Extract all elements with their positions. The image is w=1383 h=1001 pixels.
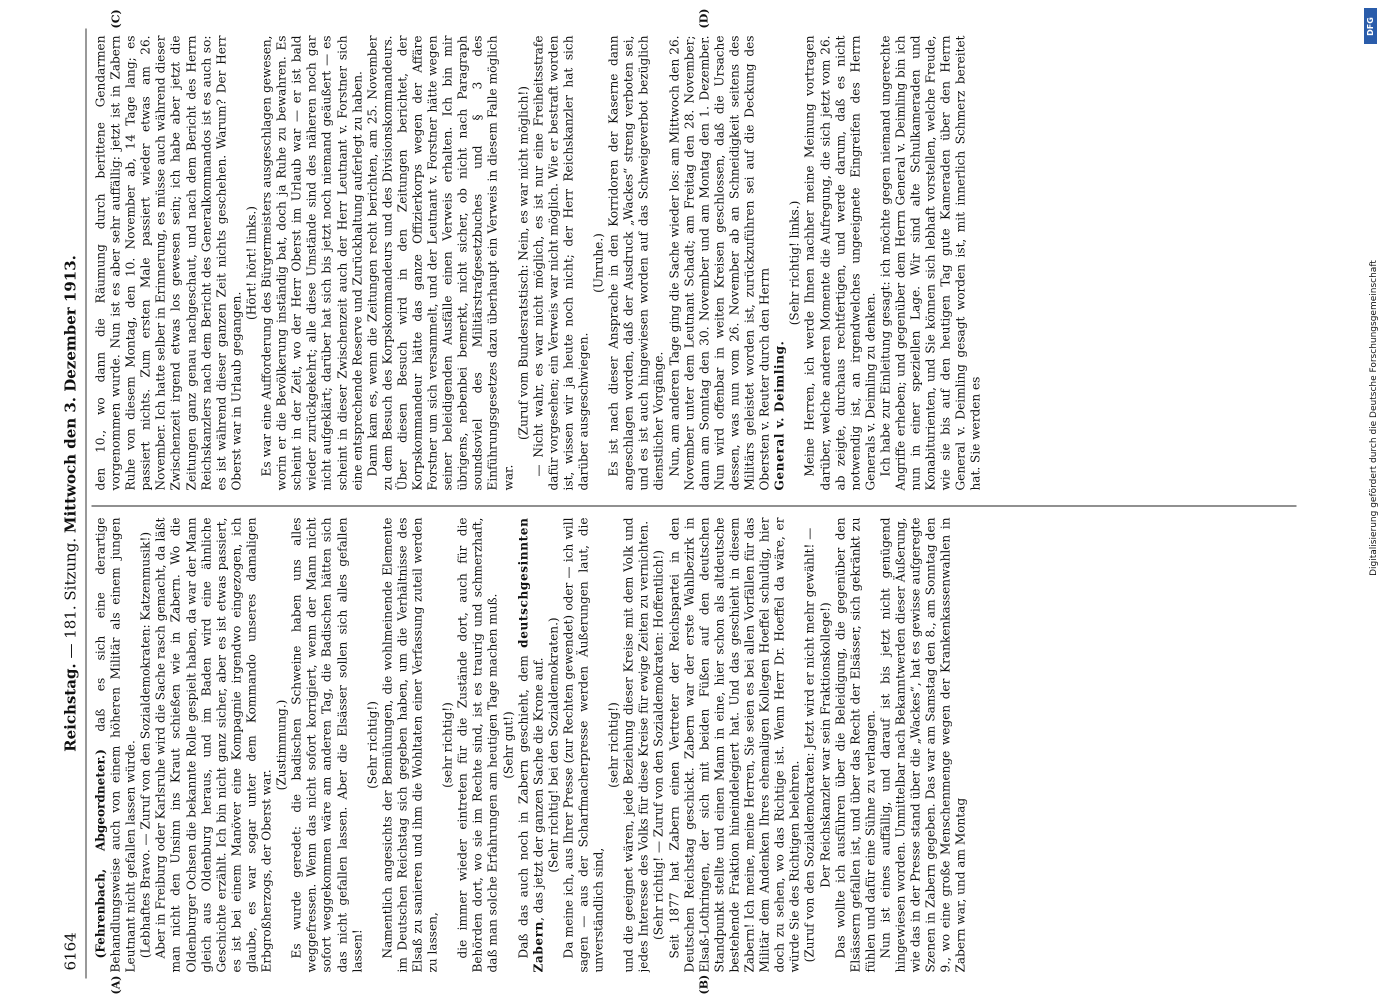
interjection-text: (Zuruf von den Sozialdemokraten: Jetzt wird er nicht mehr gewählt! — Der Reichskanzler war sein Fraktionskollege!) [802,527,832,963]
paragraph [667,36,773,491]
interjection [365,518,380,973]
paragraph-text: und die geeignet wären, jede Beziehung dieser Kreise mit dem Volk und jedes Interesse des Volks für diese Kreise für ewige Zeiten zu vernichten. [621,517,651,973]
session-label: — 181. Sitzung. [61,537,80,659]
digitization-credit: Digitalisierung gefördert durch die Deutsche Forschungsgemeinschaft [1369,260,1379,576]
paragraph [380,518,440,973]
margin-mark-b: (B) [697,974,711,995]
paragraph-text: Es ist nach dieser Ansprache in den Korridoren der Kaserne dann angeschlagen worden, daß der Ausdruck „Wackes“ streng verboten sei, und es ist auch hingewiesen worden auf das Schweigeverbot bezüglich dienstlicher Vorgänge. [606,35,666,491]
paragraph-text: Namentlich angesichts der Bemühungen, die wohlmeinende Elemente im Deutschen Reichstag sich gegeben haben, um die Verhältnisse des Elsaß zu sanieren und ihm die Wohltaten einer Verfassung zuteil werden zu lassen, [380,517,440,973]
column-divider [92,506,1297,507]
interjection-text: (Sehr richtig! links.) [787,200,802,326]
margin-mark-a: (A) [109,975,123,995]
paragraph-text: Ich habe zur Einleitung gesagt: ich möchte gegen niemand ungerechte Angriffe erheben; und gegenüber dem Herrn General v. Deimling bin ich nun in einer speziellen Lage. Wir sind alte Schulkameraden und Konabiturienten, und Sie können sich lebhaft vorstellen, welche Freude, wie sie bis auf den heutigen Tag gute Kameraden über den Herrn General v. Deimling gesagt worden ist, mit innerlich Schmerz bereitet hat. Sie werden es [878,35,983,491]
paragraph [531,36,591,491]
paragraph-lead: Daß das auch noch in Zabern geschieht, dem [516,647,531,959]
interjection [516,36,531,491]
interjection-text: (Sehr gut!) [501,711,516,779]
dfg-logo [1364,8,1377,44]
interjection-text: (Zuruf vom Bundesratstisch: Nein, es war nicht möglich!) [516,85,531,441]
paragraph [94,518,139,973]
paragraph-text: Dann kam es, wenn die Zeitungen recht berichten, am 25. November zu dem Besuch des Korpskommandeurs und des Divisionskommandeurs. Über diesen Besuch wird in den Zeitungen berichtet, der Korpskommandeur hätte das ganze Offizierkorps wegen der Affäre Forstner um sich versammelt, und der Leutnant v. Forstner hätte wegen seiner beleidigenden Ausfälle einen Verweis erhalten. Ich bin mir übrigens, nebenbei bemerkt, nicht sicher, ob nicht nach Paragraph soundsoviel des Militärstrafgesetzbuches und § 3 des Einführungsgesetzes dazu überhaupt ein Verweis in diesem Falle möglich war. [365,35,516,491]
paragraph-text: Nun ist eines auffällig, und darauf ist bis jetzt nicht genügend hingewiesen worden. Unmittelbar nach Bekanntwerden dieser Äußerung, wie das in der Presse stand über die „Wackes“, hat es gewisse aufgeregte Szenen in Zabern gegeben. Das war am Samstag den 8., am Sonntag den 9., wo eine große Menschenmenge wegen der Krankenkassenwahlen in Zabern war, und am Montag [878,517,968,973]
emphasis: General v. Deimling. [772,340,787,491]
interjection [607,518,622,973]
paragraph-text: Da meine ich, aus Ihrer Presse (zur Rechten gewendet) oder — ich will sagen — aus der Scharfmacherpresse werden Äußerungen laut, die unverständlich sind, [561,517,606,973]
dfg-logo-text: DFG [1366,16,1376,36]
paragraph [561,518,606,973]
session-date: Mittwoch den 3. Dezember 1913. [61,255,80,534]
interjection-text: (Sehr richtig! bei den Sozialdemokraten.) [546,617,561,873]
interjection-text: (Lebhaftes Bravo. — Zuruf von den Sozialdemokraten: Katzenmusik!) [138,531,153,959]
paragraph [607,36,667,491]
interjection-text: (Unruhe.) [591,233,606,293]
page-number: 6164 [61,932,80,971]
paragraph-text: die immer wieder eintreten für die Zustände dort, auch für die Behörden dort, wo sie im Rechte sind, ist es traurig und schmerzhaft, daß man solche Erfahrungen am heutigen Tage machen muß. [455,517,500,973]
interjection [501,518,516,973]
left-column [94,518,1299,973]
paragraph-text: , das jetzt der ganzen Sache die Krone auf. [531,657,546,921]
right-column [94,36,1299,491]
paragraph [622,518,652,973]
rotated-page [0,1,1383,1001]
interjection [139,518,154,973]
page-content [58,8,1303,995]
paragraph-text: Nun, am anderen Tage ging die Sache wieder los: am Mittwoch den 26. November unter dem Leutnant Schadt; am Freitag den 28. November; dann am Sonntag den 30. November und am Montag den 1. Dezember. Nun wird offenbar in weiten Kreisen geschlossen, daß die Ursache dessen, was nun vom 26. November ab an Schneidigkeit seitens des Militärs geleistet worden ist, zurückzuführen sei auf die Deckung des Obersten v. Reuter durch den Herrn [667,35,772,491]
paragraph [878,518,969,973]
interjection-text: (Sehr richtig!) [365,701,380,789]
paragraph-text: Meine Herren, ich werde Ihnen nachher meine Meinung vortragen darüber, welche anderen Momente die Aufregung, die sich jetzt vom 26. ab zeigte, durchaus rechtfertigen, und werde darum, daß es nicht notwendig ist, an irgendwelches ungeeignete Eingreifen des Herrn Generals v. Deimling zu denken. [802,35,878,491]
interjection [244,36,259,491]
page-header [58,29,88,979]
paragraph [516,518,546,973]
paragraph-text: Es war eine Aufforderung des Bürgermeisters ausgeschlagen gewesen, worin er die Bevölkerung inständig bat, doch ja Ruhe zu bewahren. Es scheint in der Zeit, wo der Herr Oberst im Urlaub war — er ist bald wieder zurückgekehrt; alle diese Umstände sind des näheren noch gar nicht aufgeklärt; darüber hat sich bis jetzt noch niemand geäußert — es scheint in dieser Zwischenzeit auch der Herr Leutnant v. Forstner sich eine entsprechende Reserve und Zurückhaltung auferlegt zu haben. [259,35,365,491]
paragraph [456,518,501,973]
paragraph [290,518,365,973]
paragraph [773,36,788,491]
paragraph-text: Das wollte ich ausführen über die Beleidigung, die gegenüber den Elsässern gefallen ist, und über das Recht der Elsässer, sich gekränkt zu fühlen und dafür eine Sühne zu verlangen. [833,517,878,973]
publication-title: Reichstag. [61,663,80,752]
running-title [62,29,80,979]
paragraph-text: daß es sich eine derartige Behandlungsweise auch von einem höheren Militär als einem jungen Leutnant nicht gefallen lassen würde. [93,517,138,973]
interjection-text: (Sehr richtig! — Zuruf von den Sozialdemokraten: Hoffentlich!) [651,550,666,940]
paragraph-text: — Nicht wahr, es war nicht möglich, es ist nur eine Freiheitsstrafe dafür vorgesehen; ein Verweis war nicht möglich. Wie er bestraft worden ist, wissen wir ja heute noch nicht; der Herr Reichskanzler hat sich darüber ausgeschwiegen. [531,35,591,491]
paragraph-text: Es wurde geredet: die badischen Schweine haben uns alles weggefressen. Wenn das nicht sofort korrigiert, wenn der Mann nicht sofort weggekommen wäre am anderen Tag, die Badischen hätten sich das nicht gefallen lassen. Aber die Elsässer sollen sich alles gefallen lassen! [289,517,365,973]
interjection [441,518,456,973]
interjection-text: (Zustimmung.) [274,699,289,791]
margin-mark-d: (D) [697,8,711,29]
paragraph [667,518,803,973]
interjection [592,36,607,491]
paragraph [260,36,366,491]
speaker-label: (Fehrenbach, Abgeordneter.) [93,749,108,959]
paragraph [878,36,984,491]
paragraph [154,518,275,973]
interjection-text: (sehr richtig!) [440,702,455,788]
interjection [788,36,803,491]
interjection-text: (sehr richtig!) [606,702,621,788]
interjection [652,518,667,973]
margin-mark-c: (C) [109,9,123,29]
header-rule [86,29,87,979]
interjection [803,518,833,973]
paragraph-text: Aber in Freiburg oder Karlsruhe wird die Sache rasch gemacht, da läßt man nicht den Unsinn ins Kraut schießen wie in Zabern. Wo die Oldenburger Ochsen die bekannte Rolle gespielt haben, da war der Mann gleich aus Oldenburg heraus, und im Baden wird eine ähnliche Geschichte erzählt. Ich bin nicht ganz sicher, aber es ist etwas passiert, es ist bei einem Manöver eine Kompagnie irgendwo eingezogen, ich glaube, es war sogar unter dem Kommando unseres damaligen Erbgroßherzogs, der Oberst war. [153,517,274,973]
interjection-text: (Hört! hört! links.) [244,206,259,320]
paragraph [94,36,245,491]
interjection [275,518,290,973]
paragraph [833,518,878,973]
interjection [546,518,561,973]
paragraph-text: den 10., wo dann die Räumung durch berittene Gendarmen vorgenommen wurde. Nun ist es aber sehr auffällig: jetzt ist in Zabern Ruhe von diesem Montag, den 10. November ab, 14 Tage lang; es passiert nichts. Zum ersten Male passiert wieder etwas am 26. November. Ich hatte selber in Erinnerung, es müsse auch während dieser Zwischenzeit irgend etwas los gewesen sein; ich habe aber jetzt die Zeitungen ganz genau nachgeschaut, und nach dem Bericht des Herrn Reichskanzlers nach dem Bericht des Generalkommandos ist es auch so: es ist während dieser ganzen Zeit nichts geschehen. Warum? Der Herr Oberst war in Urlaub gegangen. [93,35,244,491]
emphasis: deutschgesinnten Zabern [516,517,546,973]
paragraph-text: Seit 1877 hat Zabern einen Vertreter der Reichspartei in den Deutschen Reichstag geschickt. Zabern war der erste Wahlbezirk in Elsaß-Lothringen, der sich mit beiden Füßen auf den deutschen Standpunkt stellte und einen Mann in eine, hier schon als altdeutsche bestehende Fraktion hineindelegiert hat. Und das geschieht in diesem Zabern! Ich meine, meine Herren, Sie seien es bei allen Vorfällen für das Militär dem Andenken Ihres ehemaligen Kollegen Hoeffel schuldig, hier doch zu sehen, wo das Richtige ist. Wenn Herr Dr. Hoeffel da wäre, er würde Sie des Richtigen belehren. [667,517,802,973]
paragraph [365,36,516,491]
paragraph [803,36,878,491]
